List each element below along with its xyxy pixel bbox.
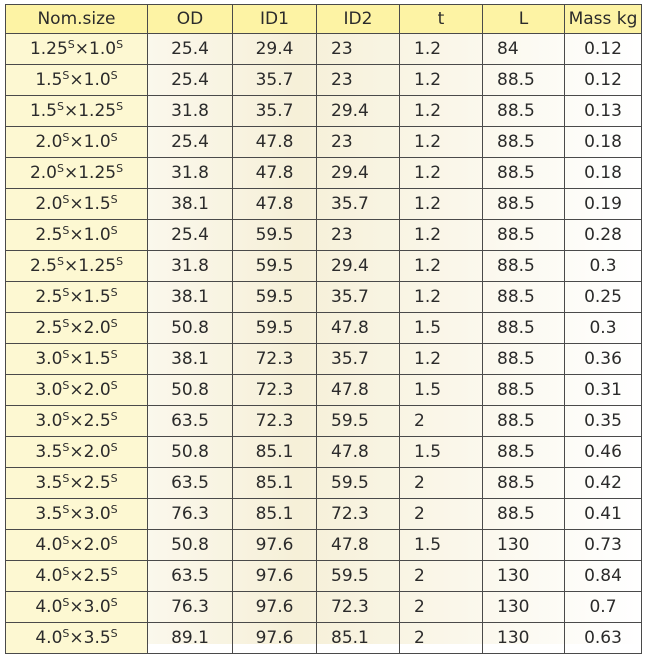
size-superscript: S: [62, 69, 70, 82]
size-separator: ×: [69, 628, 84, 648]
table-row: [6, 34, 642, 65]
id1-cell: 72.3: [233, 344, 317, 375]
size-primary: 2.0: [35, 132, 63, 152]
size-secondary: 2.0: [83, 318, 111, 338]
size-superscript: S: [62, 503, 70, 516]
size-superscript: S: [116, 255, 124, 268]
size-superscript: S: [62, 131, 70, 144]
t-cell: 2: [400, 623, 483, 654]
nominal-size-cell: [6, 65, 148, 96]
mass-cell: 0.25: [565, 282, 642, 313]
id2-cell: 72.3: [317, 499, 400, 530]
id2-cell: 23: [317, 220, 400, 251]
size-superscript: S: [110, 131, 118, 144]
id2-cell: 35.7: [317, 344, 400, 375]
size-secondary: 1.5: [83, 349, 111, 369]
table-body: [6, 34, 642, 654]
size-secondary: 1.25: [78, 163, 117, 183]
table-row: [6, 623, 642, 654]
od-cell: 76.3: [148, 499, 233, 530]
id2-cell: 47.8: [317, 437, 400, 468]
nominal-size-cell: [6, 344, 148, 375]
size-superscript: S: [62, 193, 70, 206]
od-cell: 38.1: [148, 282, 233, 313]
header-l: L: [483, 5, 565, 34]
id2-cell: 59.5: [317, 406, 400, 437]
l-cell: 88.5: [483, 251, 565, 282]
size-primary: 3.5: [35, 473, 63, 493]
id1-cell: 97.6: [233, 530, 317, 561]
table-row: [6, 499, 642, 530]
size-superscript: S: [56, 100, 64, 113]
table-row: [6, 313, 642, 344]
table-row: [6, 189, 642, 220]
id2-cell: 59.5: [317, 468, 400, 499]
size-separator: ×: [69, 411, 84, 431]
size-superscript: S: [110, 286, 118, 299]
size-superscript: S: [110, 224, 118, 237]
nominal-size-cell: [6, 127, 148, 158]
nominal-size-cell: [6, 623, 148, 654]
t-cell: 1.2: [400, 344, 483, 375]
size-superscript: S: [62, 534, 70, 547]
size-superscript: S: [56, 255, 64, 268]
l-cell: 130: [483, 592, 565, 623]
size-secondary: 1.0: [83, 132, 111, 152]
t-cell: 1.5: [400, 313, 483, 344]
od-cell: 31.8: [148, 96, 233, 127]
size-primary: 2.0: [35, 194, 63, 214]
table-row: [6, 561, 642, 592]
size-secondary: 2.5: [83, 473, 111, 493]
id2-cell: 72.3: [317, 592, 400, 623]
mass-cell: 0.3: [565, 251, 642, 282]
id1-cell: 97.6: [233, 592, 317, 623]
header-nominal-size: Nom.size: [6, 5, 148, 34]
table-row: [6, 530, 642, 561]
l-cell: 88.5: [483, 344, 565, 375]
size-secondary: 3.0: [83, 504, 111, 524]
od-cell: 50.8: [148, 530, 233, 561]
size-superscript: S: [116, 100, 124, 113]
table-row: [6, 468, 642, 499]
id2-cell: 59.5: [317, 561, 400, 592]
size-separator: ×: [69, 442, 84, 462]
nominal-size-cell: [6, 189, 148, 220]
od-cell: 89.1: [148, 623, 233, 654]
size-secondary: 1.0: [83, 70, 111, 90]
size-secondary: 1.25: [78, 101, 117, 121]
size-superscript: S: [62, 472, 70, 485]
l-cell: 130: [483, 623, 565, 654]
size-separator: ×: [69, 349, 84, 369]
t-cell: 1.2: [400, 189, 483, 220]
size-superscript: S: [110, 193, 118, 206]
l-cell: 88.5: [483, 220, 565, 251]
od-cell: 31.8: [148, 251, 233, 282]
size-primary: 3.0: [35, 380, 63, 400]
specification-table: [5, 4, 642, 654]
size-separator: ×: [63, 256, 79, 276]
mass-cell: 0.28: [565, 220, 642, 251]
mass-cell: 0.63: [565, 623, 642, 654]
header-od: OD: [148, 5, 233, 34]
t-cell: 1.5: [400, 530, 483, 561]
id1-cell: 72.3: [233, 406, 317, 437]
id2-cell: 29.4: [317, 158, 400, 189]
l-cell: 88.5: [483, 158, 565, 189]
size-separator: ×: [69, 318, 84, 338]
size-superscript: S: [110, 379, 118, 392]
t-cell: 1.2: [400, 65, 483, 96]
od-cell: 63.5: [148, 468, 233, 499]
size-primary: 4.0: [35, 628, 63, 648]
nominal-size-cell: [6, 561, 148, 592]
size-primary: 2.5: [29, 256, 57, 276]
size-superscript: S: [110, 534, 118, 547]
od-cell: 25.4: [148, 220, 233, 251]
size-secondary: 2.0: [83, 535, 111, 555]
table-row: [6, 344, 642, 375]
id1-cell: 59.5: [233, 313, 317, 344]
id1-cell: 97.6: [233, 561, 317, 592]
size-secondary: 3.0: [83, 597, 111, 617]
nominal-size-cell: [6, 375, 148, 406]
size-primary: 2.5: [35, 225, 63, 245]
size-superscript: S: [62, 379, 70, 392]
t-cell: 1.5: [400, 437, 483, 468]
l-cell: 88.5: [483, 96, 565, 127]
size-separator: ×: [63, 163, 79, 183]
id2-cell: 85.1: [317, 623, 400, 654]
od-cell: 25.4: [148, 34, 233, 65]
id1-cell: 97.6: [233, 623, 317, 654]
size-separator: ×: [69, 225, 84, 245]
table-row: [6, 406, 642, 437]
size-primary: 3.5: [35, 442, 63, 462]
nominal-size-cell: [6, 34, 148, 65]
mass-cell: 0.42: [565, 468, 642, 499]
header-id1: ID1: [233, 5, 317, 34]
nominal-size-cell: [6, 313, 148, 344]
size-primary: 1.25: [29, 39, 68, 59]
t-cell: 2: [400, 561, 483, 592]
id2-cell: 35.7: [317, 282, 400, 313]
header-t: t: [400, 5, 483, 34]
l-cell: 88.5: [483, 375, 565, 406]
table-row: [6, 437, 642, 468]
id1-cell: 59.5: [233, 282, 317, 313]
size-separator: ×: [69, 535, 84, 555]
mass-cell: 0.41: [565, 499, 642, 530]
table-row: [6, 65, 642, 96]
size-superscript: S: [62, 627, 70, 640]
id2-cell: 23: [317, 34, 400, 65]
t-cell: 1.2: [400, 34, 483, 65]
nominal-size-cell: [6, 96, 148, 127]
size-superscript: S: [62, 565, 70, 578]
t-cell: 1.2: [400, 158, 483, 189]
id1-cell: 59.5: [233, 220, 317, 251]
l-cell: 88.5: [483, 406, 565, 437]
size-superscript: S: [62, 224, 70, 237]
id2-cell: 23: [317, 127, 400, 158]
size-separator: ×: [69, 504, 84, 524]
l-cell: 88.5: [483, 127, 565, 158]
size-primary: 4.0: [35, 535, 63, 555]
table-row: [6, 375, 642, 406]
size-superscript: S: [116, 162, 124, 175]
size-separator: ×: [74, 39, 90, 59]
t-cell: 2: [400, 499, 483, 530]
t-cell: 1.2: [400, 282, 483, 313]
size-primary: 1.5: [29, 101, 57, 121]
od-cell: 63.5: [148, 561, 233, 592]
mass-cell: 0.7: [565, 592, 642, 623]
size-superscript: S: [62, 317, 70, 330]
size-secondary: 2.0: [83, 380, 111, 400]
l-cell: 88.5: [483, 499, 565, 530]
size-secondary: 1.0: [83, 225, 111, 245]
od-cell: 76.3: [148, 592, 233, 623]
nominal-size-cell: [6, 220, 148, 251]
size-superscript: S: [110, 317, 118, 330]
l-cell: 130: [483, 530, 565, 561]
size-superscript: S: [110, 441, 118, 454]
size-secondary: 2.0: [83, 442, 111, 462]
size-primary: 3.0: [35, 349, 63, 369]
nominal-size-cell: [6, 406, 148, 437]
header-row: [6, 5, 642, 34]
id2-cell: 47.8: [317, 530, 400, 561]
mass-cell: 0.36: [565, 344, 642, 375]
size-separator: ×: [63, 101, 79, 121]
size-secondary: 1.25: [78, 256, 117, 276]
id1-cell: 47.8: [233, 158, 317, 189]
mass-cell: 0.31: [565, 375, 642, 406]
size-separator: ×: [69, 380, 84, 400]
size-superscript: S: [110, 69, 118, 82]
size-superscript: S: [110, 627, 118, 640]
od-cell: 25.4: [148, 127, 233, 158]
nominal-size-cell: [6, 437, 148, 468]
od-cell: 31.8: [148, 158, 233, 189]
size-superscript: S: [62, 410, 70, 423]
t-cell: 2: [400, 592, 483, 623]
id1-cell: 47.8: [233, 127, 317, 158]
size-separator: ×: [69, 132, 84, 152]
l-cell: 88.5: [483, 468, 565, 499]
size-superscript: S: [62, 286, 70, 299]
size-primary: 3.0: [35, 411, 63, 431]
nominal-size-cell: [6, 530, 148, 561]
size-superscript: S: [62, 348, 70, 361]
id2-cell: 29.4: [317, 251, 400, 282]
id1-cell: 59.5: [233, 251, 317, 282]
l-cell: 84: [483, 34, 565, 65]
size-primary: 2.0: [29, 163, 57, 183]
t-cell: 1.2: [400, 220, 483, 251]
mass-cell: 0.3: [565, 313, 642, 344]
id2-cell: 23: [317, 65, 400, 96]
nominal-size-cell: [6, 468, 148, 499]
l-cell: 88.5: [483, 189, 565, 220]
id2-cell: 29.4: [317, 96, 400, 127]
size-primary: 4.0: [35, 597, 63, 617]
size-separator: ×: [69, 287, 84, 307]
id2-cell: 47.8: [317, 313, 400, 344]
l-cell: 88.5: [483, 313, 565, 344]
size-primary: 2.5: [35, 287, 63, 307]
od-cell: 50.8: [148, 437, 233, 468]
mass-cell: 0.12: [565, 34, 642, 65]
id1-cell: 85.1: [233, 499, 317, 530]
id1-cell: 47.8: [233, 189, 317, 220]
t-cell: 1.2: [400, 96, 483, 127]
size-secondary: 3.5: [83, 628, 111, 648]
t-cell: 1.2: [400, 127, 483, 158]
od-cell: 50.8: [148, 375, 233, 406]
t-cell: 2: [400, 468, 483, 499]
l-cell: 88.5: [483, 437, 565, 468]
table-row: [6, 127, 642, 158]
mass-cell: 0.18: [565, 158, 642, 189]
l-cell: 88.5: [483, 65, 565, 96]
size-superscript: S: [110, 596, 118, 609]
mass-cell: 0.73: [565, 530, 642, 561]
nominal-size-cell: [6, 282, 148, 313]
table-row: [6, 96, 642, 127]
size-superscript: S: [62, 596, 70, 609]
size-primary: 3.5: [35, 504, 63, 524]
id1-cell: 29.4: [233, 34, 317, 65]
header-id2: ID2: [317, 5, 400, 34]
mass-cell: 0.35: [565, 406, 642, 437]
size-primary: 1.5: [35, 70, 63, 90]
nominal-size-cell: [6, 592, 148, 623]
nominal-size-cell: [6, 499, 148, 530]
size-superscript: S: [110, 410, 118, 423]
size-superscript: S: [56, 162, 64, 175]
od-cell: 38.1: [148, 189, 233, 220]
size-superscript: S: [110, 503, 118, 516]
table-row: [6, 158, 642, 189]
id1-cell: 35.7: [233, 65, 317, 96]
mass-cell: 0.46: [565, 437, 642, 468]
size-separator: ×: [69, 566, 84, 586]
size-superscript: S: [110, 565, 118, 578]
size-primary: 4.0: [35, 566, 63, 586]
table-row: [6, 282, 642, 313]
size-primary: 2.5: [35, 318, 63, 338]
table-row: [6, 220, 642, 251]
od-cell: 63.5: [148, 406, 233, 437]
id2-cell: 35.7: [317, 189, 400, 220]
od-cell: 38.1: [148, 344, 233, 375]
size-secondary: 1.0: [89, 39, 117, 59]
l-cell: 88.5: [483, 282, 565, 313]
table-row: [6, 251, 642, 282]
size-separator: ×: [69, 70, 84, 90]
id1-cell: 72.3: [233, 375, 317, 406]
size-separator: ×: [69, 597, 84, 617]
size-superscript: S: [62, 441, 70, 454]
mass-cell: 0.12: [565, 65, 642, 96]
size-separator: ×: [69, 473, 84, 493]
size-superscript: S: [110, 472, 118, 485]
id1-cell: 85.1: [233, 437, 317, 468]
mass-cell: 0.13: [565, 96, 642, 127]
l-cell: 130: [483, 561, 565, 592]
size-separator: ×: [69, 194, 84, 214]
t-cell: 2: [400, 406, 483, 437]
od-cell: 50.8: [148, 313, 233, 344]
size-secondary: 2.5: [83, 411, 111, 431]
size-superscript: S: [110, 348, 118, 361]
size-secondary: 1.5: [83, 287, 111, 307]
t-cell: 1.5: [400, 375, 483, 406]
nominal-size-cell: [6, 158, 148, 189]
t-cell: 1.2: [400, 251, 483, 282]
od-cell: 25.4: [148, 65, 233, 96]
id1-cell: 85.1: [233, 468, 317, 499]
header-mass: Mass kg: [565, 5, 642, 34]
size-superscript: S: [67, 38, 75, 51]
size-superscript: S: [116, 38, 124, 51]
size-secondary: 1.5: [83, 194, 111, 214]
mass-cell: 0.19: [565, 189, 642, 220]
mass-cell: 0.84: [565, 561, 642, 592]
mass-cell: 0.18: [565, 127, 642, 158]
nominal-size-cell: [6, 251, 148, 282]
table-row: [6, 592, 642, 623]
id1-cell: 35.7: [233, 96, 317, 127]
id2-cell: 47.8: [317, 375, 400, 406]
size-secondary: 2.5: [83, 566, 111, 586]
